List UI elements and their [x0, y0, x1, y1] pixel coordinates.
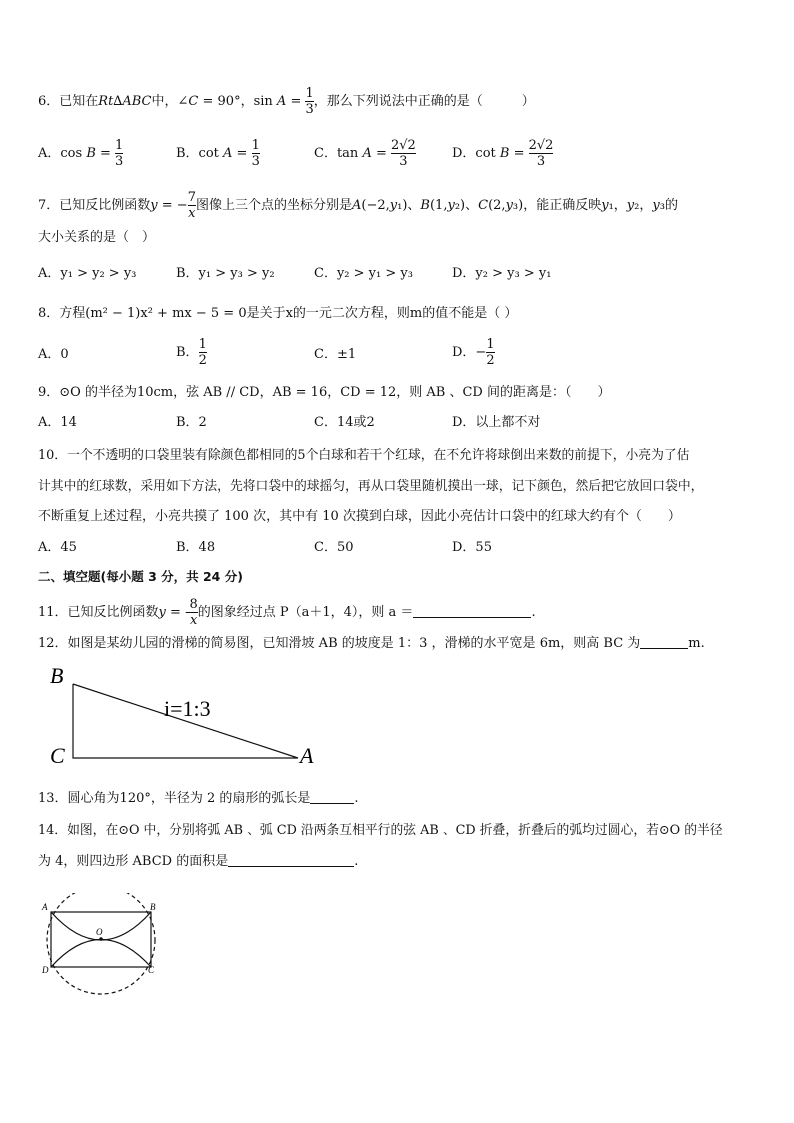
- q6-option-d[interactable]: D．cot B = $\frac{2√2}{3}$: [452, 138, 554, 169]
- q7-option-a[interactable]: A．y₁ > y₂ > y₃: [38, 266, 137, 281]
- label-D: D: [42, 965, 49, 975]
- label-b: B: [50, 663, 64, 688]
- q7-text2: 大小关系的是（ ）: [38, 230, 156, 245]
- q10-line1: 10．一个不透明的口袋里装有除颜色都相同的5个白球和若干个红球，在不允许将球倒出来数的前提下，小亮为了估: [38, 448, 690, 463]
- question-8: 8．方程(m² − 1)x² + mx − 5 = 0是关于x的一元二次方程，则m的值不能是（ ）: [38, 306, 518, 321]
- q10-option-b[interactable]: B．48: [176, 540, 216, 555]
- q13-answer-blank[interactable]: [310, 789, 354, 804]
- q8-option-b[interactable]: B． $\frac{1}{2}$: [176, 337, 207, 368]
- label-A: A: [42, 902, 48, 912]
- question-9: 9．⊙O 的半径为10cm，弦 AB // CD，AB = 16，CD = 12，则 AB 、CD 间的距离是：（ ）: [38, 385, 611, 400]
- center-dot: [99, 937, 103, 941]
- q8-option-a[interactable]: A．0: [38, 347, 69, 362]
- label-a: A: [300, 743, 314, 768]
- label-B: B: [150, 902, 156, 912]
- label-O: O: [96, 927, 103, 937]
- q10-line2: 计其中的红球数，采用如下方法，先将口袋中的球摇匀，再从口袋里随机摸出一球，记下颜色，然后把它放回口袋中，: [38, 479, 704, 494]
- q11-answer-blank[interactable]: [413, 603, 531, 618]
- question-6: 6．已知在Rt∆ABC中，∠C = 90°，sin A = $\frac{1}{3}$ ，那么下列说法中正确的是（ ）: [38, 86, 535, 117]
- circle-fold-figure: [38, 893, 168, 1003]
- slide-triangle-figure: [44, 662, 324, 770]
- q14-line1: 14．如图，在⊙O 中，分别将弧 AB 、弧 CD 沿两条互相平行的弦 AB 、CD 折叠，折叠后的弧均过圆心，若⊙O 的半径: [38, 823, 723, 838]
- slope-label: i=1:3: [164, 696, 211, 721]
- q10-option-a[interactable]: A．45: [38, 540, 77, 555]
- question-11: 11．已知反比例函数y = - $\frac{8}{x}$ 的图象经过点 P（a＋1，4），则 a ＝ .: [38, 597, 536, 628]
- q14-line2: 为 4，则四边形 ABCD 的面积是 .: [38, 854, 359, 869]
- q12-text: 12．如图是某幼儿园的滑梯的简易图，已知滑坡 AB 的坡度是 1：3 ，滑梯的水平宽是 6m，则高 BC 为: [38, 636, 641, 651]
- q6-prefix: 6．已知在Rt∆ABC中，∠C = 90°，sin A =: [38, 94, 306, 109]
- q10-option-c[interactable]: C．50: [314, 540, 354, 555]
- folded-arc-cd: [51, 940, 151, 968]
- q9-option-d[interactable]: D．以上都不对: [452, 415, 541, 430]
- q7-option-b[interactable]: B．y₁ > y₃ > y₂: [176, 266, 275, 281]
- q9-option-a[interactable]: A．14: [38, 415, 77, 430]
- q7-option-c[interactable]: C．y₂ > y₁ > y₃: [314, 266, 413, 281]
- section-title: 二、填空题(每小题 3 分，共 24 分): [38, 569, 243, 584]
- question-13: 13．圆心角为120°，半径为 2 的扇形的弧长是 .: [38, 791, 359, 806]
- q6-option-b[interactable]: B．cot A = $\frac{1}{3}$: [176, 138, 260, 169]
- q7-option-d[interactable]: D．y₂ > y₃ > y₁: [452, 266, 552, 281]
- dashed-circle: [47, 893, 155, 994]
- q10-line3: 不断重复上述过程，小亮共摸了 100 次，其中有 10 次摸到白球，因此小亮估计口袋中的红球大约有个（ ）: [38, 509, 681, 524]
- q9-option-b[interactable]: B．2: [176, 415, 207, 430]
- question-7: 7．已知反比例函数y = − $\frac{7}{x}$ 图像上三个点的坐标分别是A(−2,y₁)、B(1,y₂)、C(2,y₃)，能正确反映y₁，y₂，y₃的: [38, 190, 678, 221]
- label-C: C: [148, 965, 155, 975]
- q9-option-c[interactable]: C．14或2: [314, 415, 375, 430]
- q6-option-c[interactable]: C．tan A = $\frac{2√2}{3}$: [314, 138, 416, 169]
- q14-answer-blank[interactable]: [228, 852, 354, 867]
- q12-answer-blank[interactable]: [640, 634, 688, 649]
- q8-option-c[interactable]: C．±1: [314, 347, 357, 362]
- q8-option-d[interactable]: D．− $\frac{1}{2}$: [452, 337, 495, 368]
- question-12: 12．如图是某幼儿园的滑梯的简易图，已知滑坡 AB 的坡度是 1：3 ，滑梯的水平宽是 6m，则高 BC 为 m.: [38, 636, 705, 651]
- q6-option-a[interactable]: A．cos B = $\frac{1}{3}$: [38, 138, 124, 169]
- q10-option-d[interactable]: D．55: [452, 540, 492, 555]
- q14-line2-text: 为 4，则四边形 ABCD 的面积是: [38, 854, 229, 869]
- q13-text: 13．圆心角为120°，半径为 2 的扇形的弧长是: [38, 791, 311, 806]
- label-c: C: [50, 743, 65, 768]
